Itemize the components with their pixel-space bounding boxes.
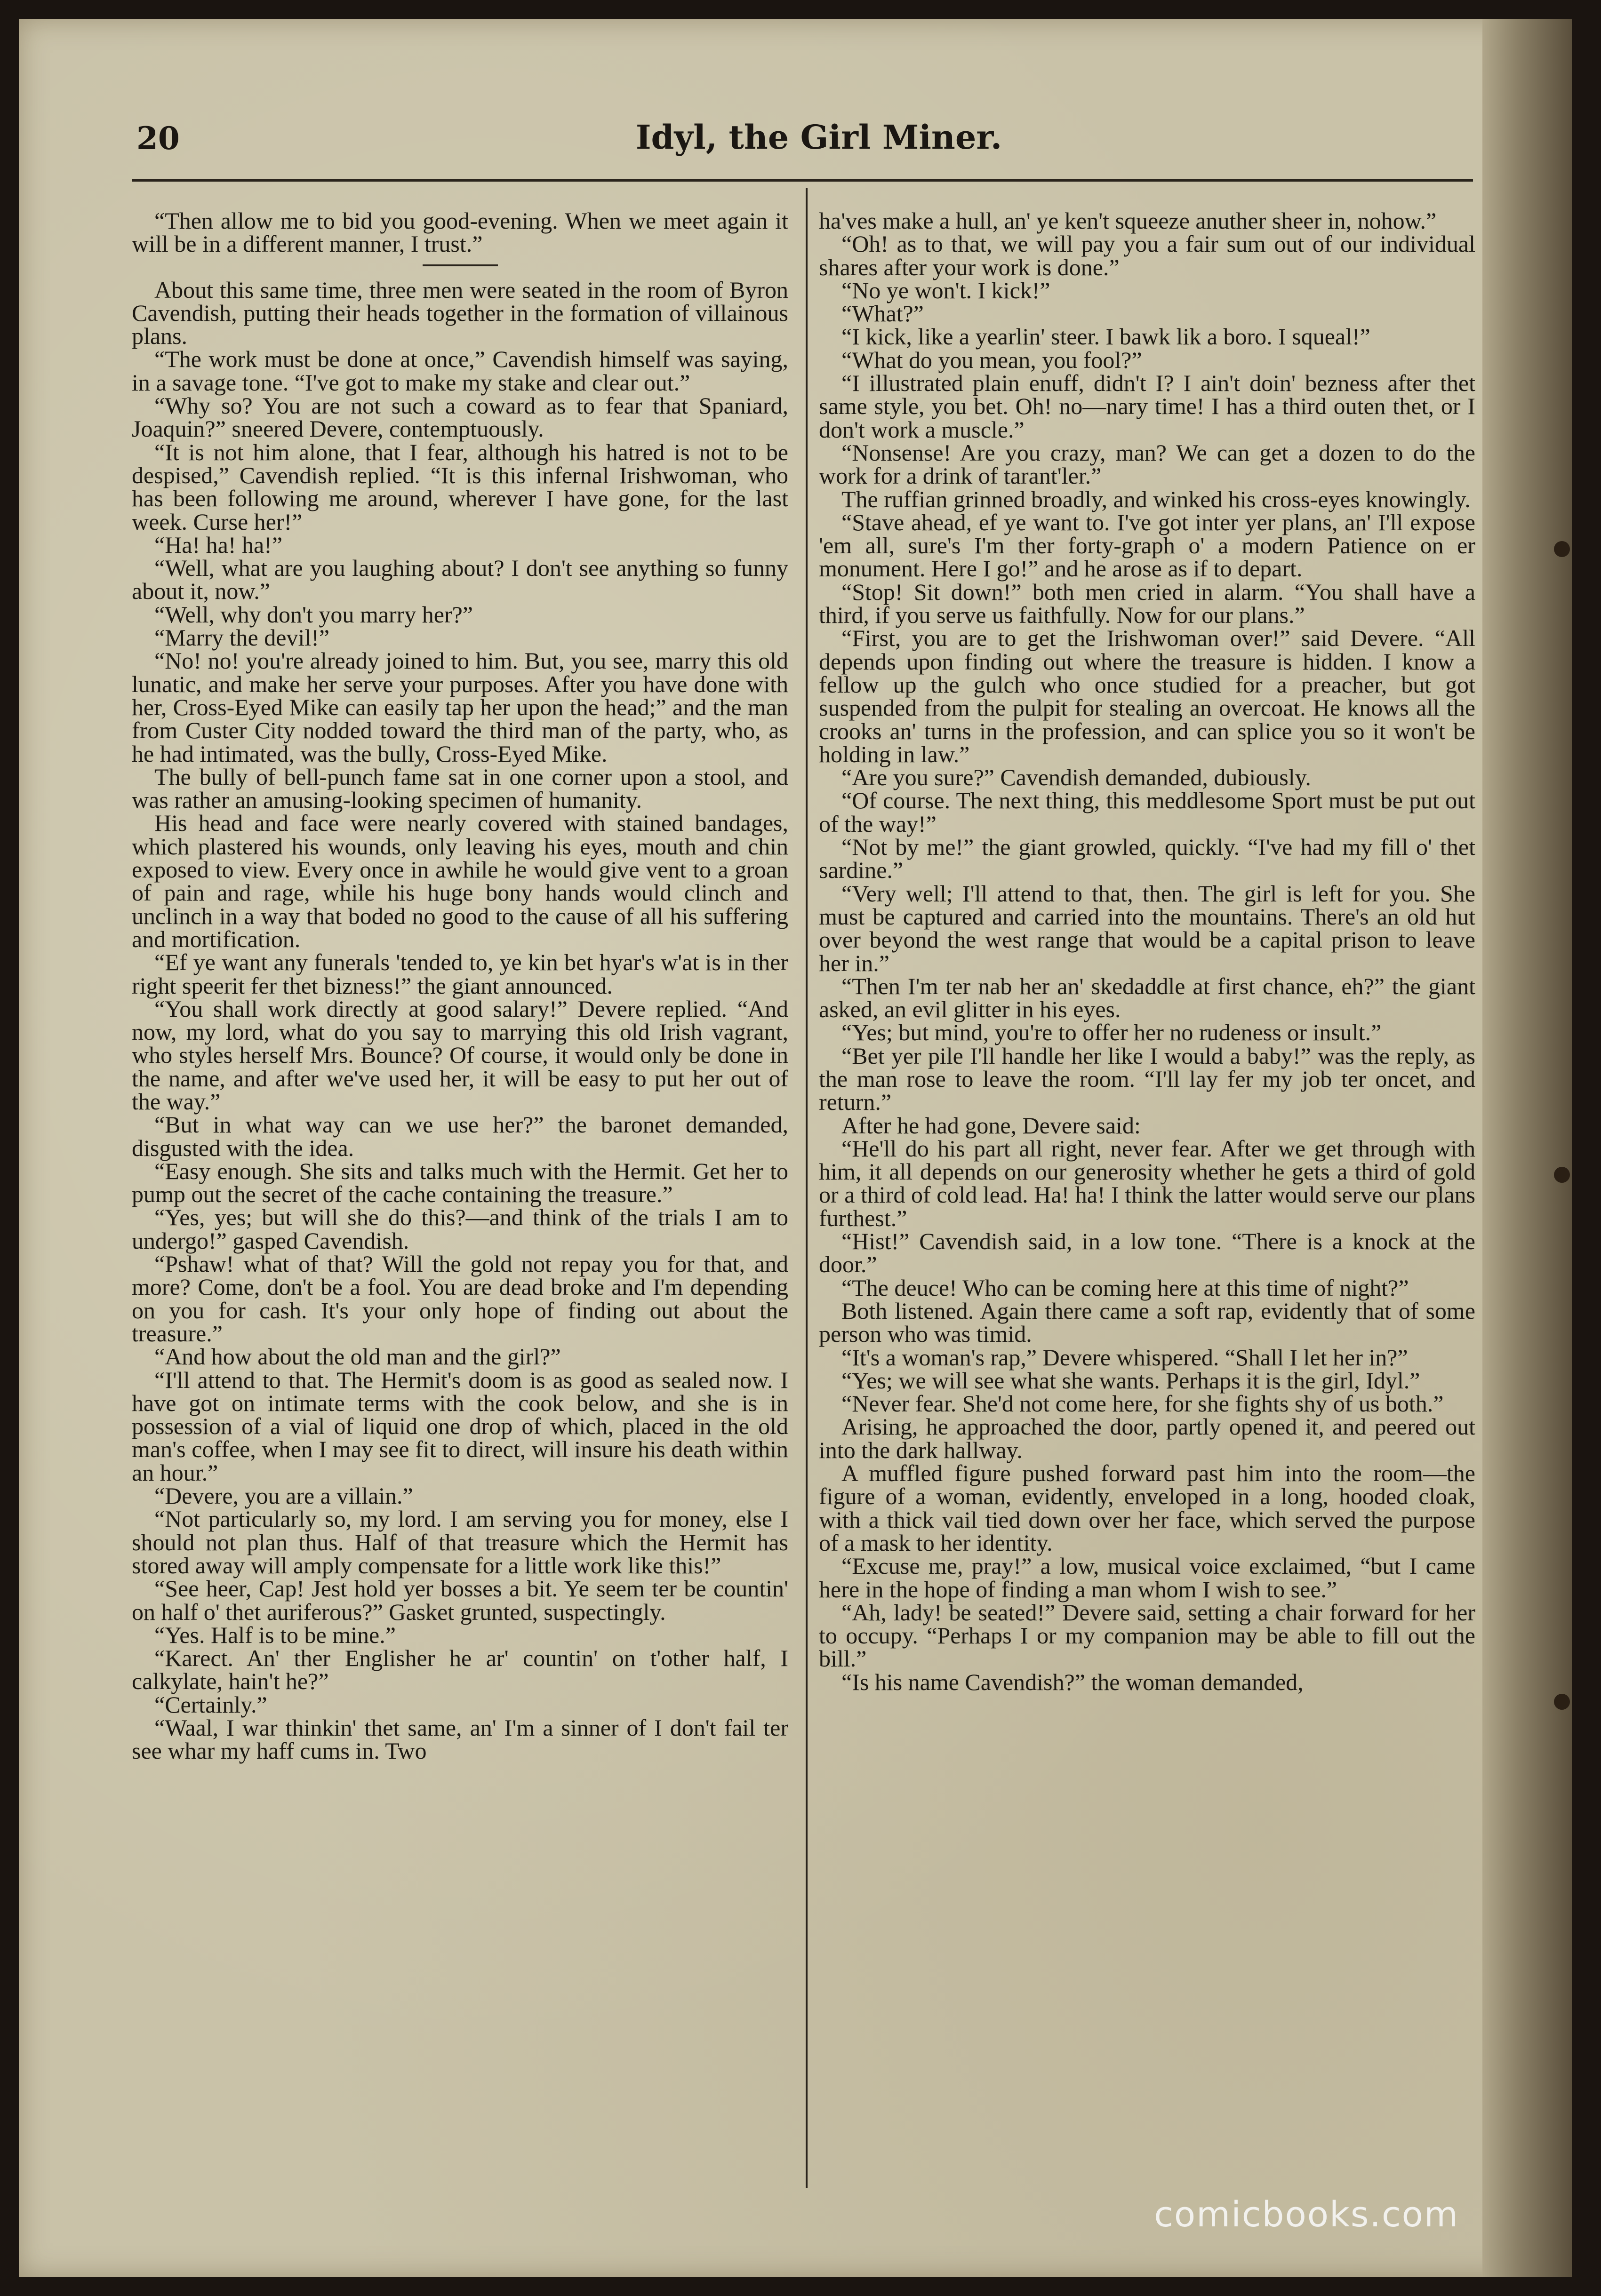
paragraph: “Pshaw! what of that? Will the gold not repay you for that, and more? Come, don't be a fool. You are dead broke and I'm depending on you for cash. It's your only hope of finding out about the treasure.” [132, 1251, 788, 1347]
paragraph: “Karect. An' ther Englisher he ar' countin' on t'other half, I calkylate, hain't he?” [132, 1645, 788, 1695]
paragraph: “Yes; we will see what she wants. Perhaps it is the girl, Idyl.” [841, 1367, 1420, 1394]
paragraph: “Then I'm ter nab her an' skedaddle at first chance, eh?” the giant asked, an evil glitter in his eyes. [819, 973, 1475, 1023]
left-column [132, 209, 788, 1763]
paragraph: “Of course. The next thing, this meddlesome Sport must be put out of the way!” [819, 787, 1475, 837]
paragraph: “Are you sure?” Cavendish demanded, dubiously. [841, 764, 1311, 791]
paragraph: The ruffian grinned broadly, and winked his cross-eyes knowingly. [841, 486, 1471, 512]
paragraph: “Yes; but mind, you're to offer her no rudeness or insult.” [841, 1019, 1382, 1046]
paragraph: “Excuse me, pray!” a low, musical voice exclaimed, “but I came here in the hope of finding a man whom I wish to see.” [819, 1553, 1475, 1602]
paragraph: “Very well; I'll attend to that, then. The girl is left for you. She must be captured and carried into the mountains. There's an old hut over beyond the west range that would be a capital prison to leave her in.” [819, 880, 1475, 976]
paragraph: “Then allow me to bid you good-evening. When we meet again it will be in a different manner, I trust.” [132, 207, 788, 257]
paragraph: “I kick, like a yearlin' steer. I bawk lik a boro. I squeal!” [841, 323, 1370, 350]
paragraph: “Ah, lady! be seated!” Devere said, setting a chair forward for her to occupy. “Perhaps I or my companion may be able to fill out the bill.” [819, 1599, 1475, 1672]
paragraph: ha'ves make a hull, an' ye ken't squeeze anuther sheer in, nohow.” [819, 207, 1437, 234]
paragraph: “The work must be done at once,” Cavendish himself was saying, in a savage tone. “I've got to make my stake and clear out.” [132, 346, 788, 396]
scene-break-rule [423, 264, 498, 266]
paragraph: “He'll do his part all right, never fear. After we get through with him, it all depends on our generosity whether he gets a third of gold or a third of cold lead. Ha! ha! I think the latter would serve our plans furthest.” [819, 1135, 1475, 1231]
paragraph: “I illustrated plain enuff, didn't I? I ain't doin' bezness after thet same style, you bet. Oh! no—nary time! I has a third outen thet, or I don't work a muscle.” [819, 370, 1475, 443]
paragraph: “And how about the old man and the girl?” [154, 1343, 561, 1370]
paragraph: “Well, what are you laughing about? I don't see anything so funny about it, now.” [132, 555, 788, 605]
right-column [819, 209, 1475, 1694]
paragraph: “Hist!” Cavendish said, in a low tone. “There is a knock at the door.” [819, 1228, 1475, 1278]
paragraph: “First, you are to get the Irishwoman over!” said Devere. “All depends upon finding out where the treasure is hidden. I know a fellow up the gulch who once studied for a preacher, but got suspended from the pulpit for stealing an overcoat. He knows all the crooks an' turns in the profession, and can splice you so it won't be holding in law.” [819, 625, 1475, 767]
paragraph: “Why so? You are not such a coward as to fear that Spaniard, Joaquin?” sneered Devere, contemptuously. [132, 392, 788, 442]
staple-hole [1554, 1694, 1570, 1710]
paragraph: “See heer, Cap! Jest hold yer bosses a bit. Ye seem ter be countin' on half o' thet auriferous?” Gasket grunted, suspectingly. [132, 1575, 788, 1625]
paragraph: “The deuce! Who can be coming here at this time of night?” [841, 1274, 1409, 1301]
column-divider [806, 188, 808, 2188]
paragraph: A muffled figure pushed forward past him into the room—the figure of a woman, evidently, enveloped in a long, hooded cloak, with a thick vail tied down over her face, which served the purpose of a mask to her identity. [819, 1460, 1475, 1556]
paragraph: “Waal, I war thinkin' thet same, an' I'm a sinner of I don't fail ter see whar my haff cums in. Two [132, 1714, 788, 1764]
paragraph: “Nonsense! Are you crazy, man? We can get a dozen to do the work for a drink of tarant'ler.” [819, 439, 1475, 489]
paragraph: “Stop! Sit down!” both men cried in alarm. “You shall have a third, if you serve us faithfully. Now for our plans.” [819, 578, 1475, 629]
paragraph: “No ye won't. I kick!” [841, 277, 1050, 303]
paragraph: About this same time, three men were seated in the room of Byron Cavendish, putting their heads together in the formation of villainous plans. [132, 276, 788, 350]
paragraph: “What?” [841, 300, 924, 327]
paragraph: His head and face were nearly covered with stained bandages, which plastered his wounds, only leaving his eyes, mouth and chin exposed to view. Every once in awhile he would give vent to a groan of pain and rage, while his huge bony hands would clinch and unclinch in a way that boded no good to the cause of all his suffering and mortification. [132, 810, 788, 952]
paragraph: “Well, why don't you marry her?” [154, 601, 473, 628]
paragraph: “Yes. Half is to be mine.” [154, 1621, 396, 1648]
paragraph: “Oh! as to that, we will pay you a fair sum out of our individual shares after your work is done.” [819, 231, 1475, 280]
paragraph: “Bet yer pile I'll handle her like I would a baby!” was the reply, as the man rose to leave the room. “I'll lay fer my job ter oncet, and return.” [819, 1042, 1475, 1116]
paragraph: “Certainly.” [154, 1691, 267, 1718]
paragraph: “Not particularly so, my lord. I am serving you for money, else I should not plan thus. Half of that treasure which the Hermit has stored away will amply compensate for a little work like this!” [132, 1506, 788, 1578]
paragraph: Both listened. Again there came a soft rap, evidently that of some person who was timid. [819, 1297, 1475, 1347]
paragraph: “Never fear. She'd not come here, for she fights shy of us both.” [841, 1390, 1444, 1417]
paragraph: Arising, he approached the door, partly opened it, and peered out into the dark hallway. [819, 1413, 1475, 1463]
paragraph: “What do you mean, you fool?” [841, 346, 1142, 373]
staple-hole [1554, 1167, 1570, 1183]
page-number: 20 [136, 120, 180, 157]
paragraph: “Devere, you are a villain.” [154, 1483, 413, 1509]
paragraph: “Ef ye want any funerals 'tended to, ye kin bet hyar's w'at is in ther right speerit fer thet bizness!” the giant announced. [132, 949, 788, 999]
paragraph: “But in what way can we use her?” the baronet demanded, disgusted with the idea. [132, 1111, 788, 1161]
paragraph: “You shall work directly at good salary!” Devere replied. “And now, my lord, what do you say to marrying this old Irish vagrant, who styles herself Mrs. Bounce? Of course, it would only be done in the name, and after we've used her, it will be easy to put her out of the way.” [132, 995, 788, 1115]
paragraph: “It is not him alone, that I fear, although his hatred is not to be despised,” Cavendish replied. “It is this infernal Irishwoman, who has been following me around, wherever I have gone, for the last week. Curse her!” [132, 438, 788, 535]
paragraph: “I'll attend to that. The Hermit's doom is as good as sealed now. I have got on intimate terms with the cook below, and she is in possession of a vial of liquid one drop of which, placed in the old man's coffee, when I may see fit to direct, will insure his death within an hour.” [132, 1366, 788, 1486]
paragraph: “Marry the devil!” [154, 624, 330, 651]
paragraph: “Ha! ha! ha!” [154, 531, 283, 558]
paragraph: “No! no! you're already joined to him. But, you see, marry this old lunatic, and make her serve your purposes. After you have done with her, Cross-Eyed Mike can easily tap her upon the head;” and the man from Custer City nodded toward the third man of the party, who, as he had intimated, was the bully, Cross-Eyed Mike. [132, 647, 788, 767]
header-rule [132, 179, 1473, 182]
watermark: comicbooks.com [1154, 2194, 1459, 2235]
paragraph: “It's a woman's rap,” Devere whispered. “Shall I let her in?” [841, 1344, 1408, 1371]
staple-hole [1554, 541, 1570, 557]
paragraph: The bully of bell-punch fame sat in one corner upon a stool, and was rather an amusing-looking specimen of humanity. [132, 763, 788, 813]
paragraph: “Yes, yes; but will she do this?—and think of the trials I am to undergo!” gasped Cavendish. [132, 1204, 788, 1254]
paragraph: “Easy enough. She sits and talks much with the Hermit. Get her to pump out the secret of the cache containing the treasure.” [132, 1157, 788, 1208]
paragraph: “Stave ahead, ef ye want to. I've got inter yer plans, an' I'll expose 'em all, sure's I'm ther forty-graph o' a modern Patience on er monument. Here I go!” and he arose as if to depart. [819, 509, 1475, 582]
page-gutter-shadow [1482, 19, 1572, 2277]
running-title: Idyl, the Girl Miner. [635, 118, 1002, 157]
paragraph: “Not by me!” the giant growled, quickly. “I've had my fill o' thet sardine.” [819, 834, 1475, 884]
paragraph: “Is his name Cavendish?” the woman demanded, [841, 1668, 1304, 1695]
paragraph: After he had gone, Devere said: [841, 1112, 1141, 1139]
book-page [19, 19, 1572, 2277]
